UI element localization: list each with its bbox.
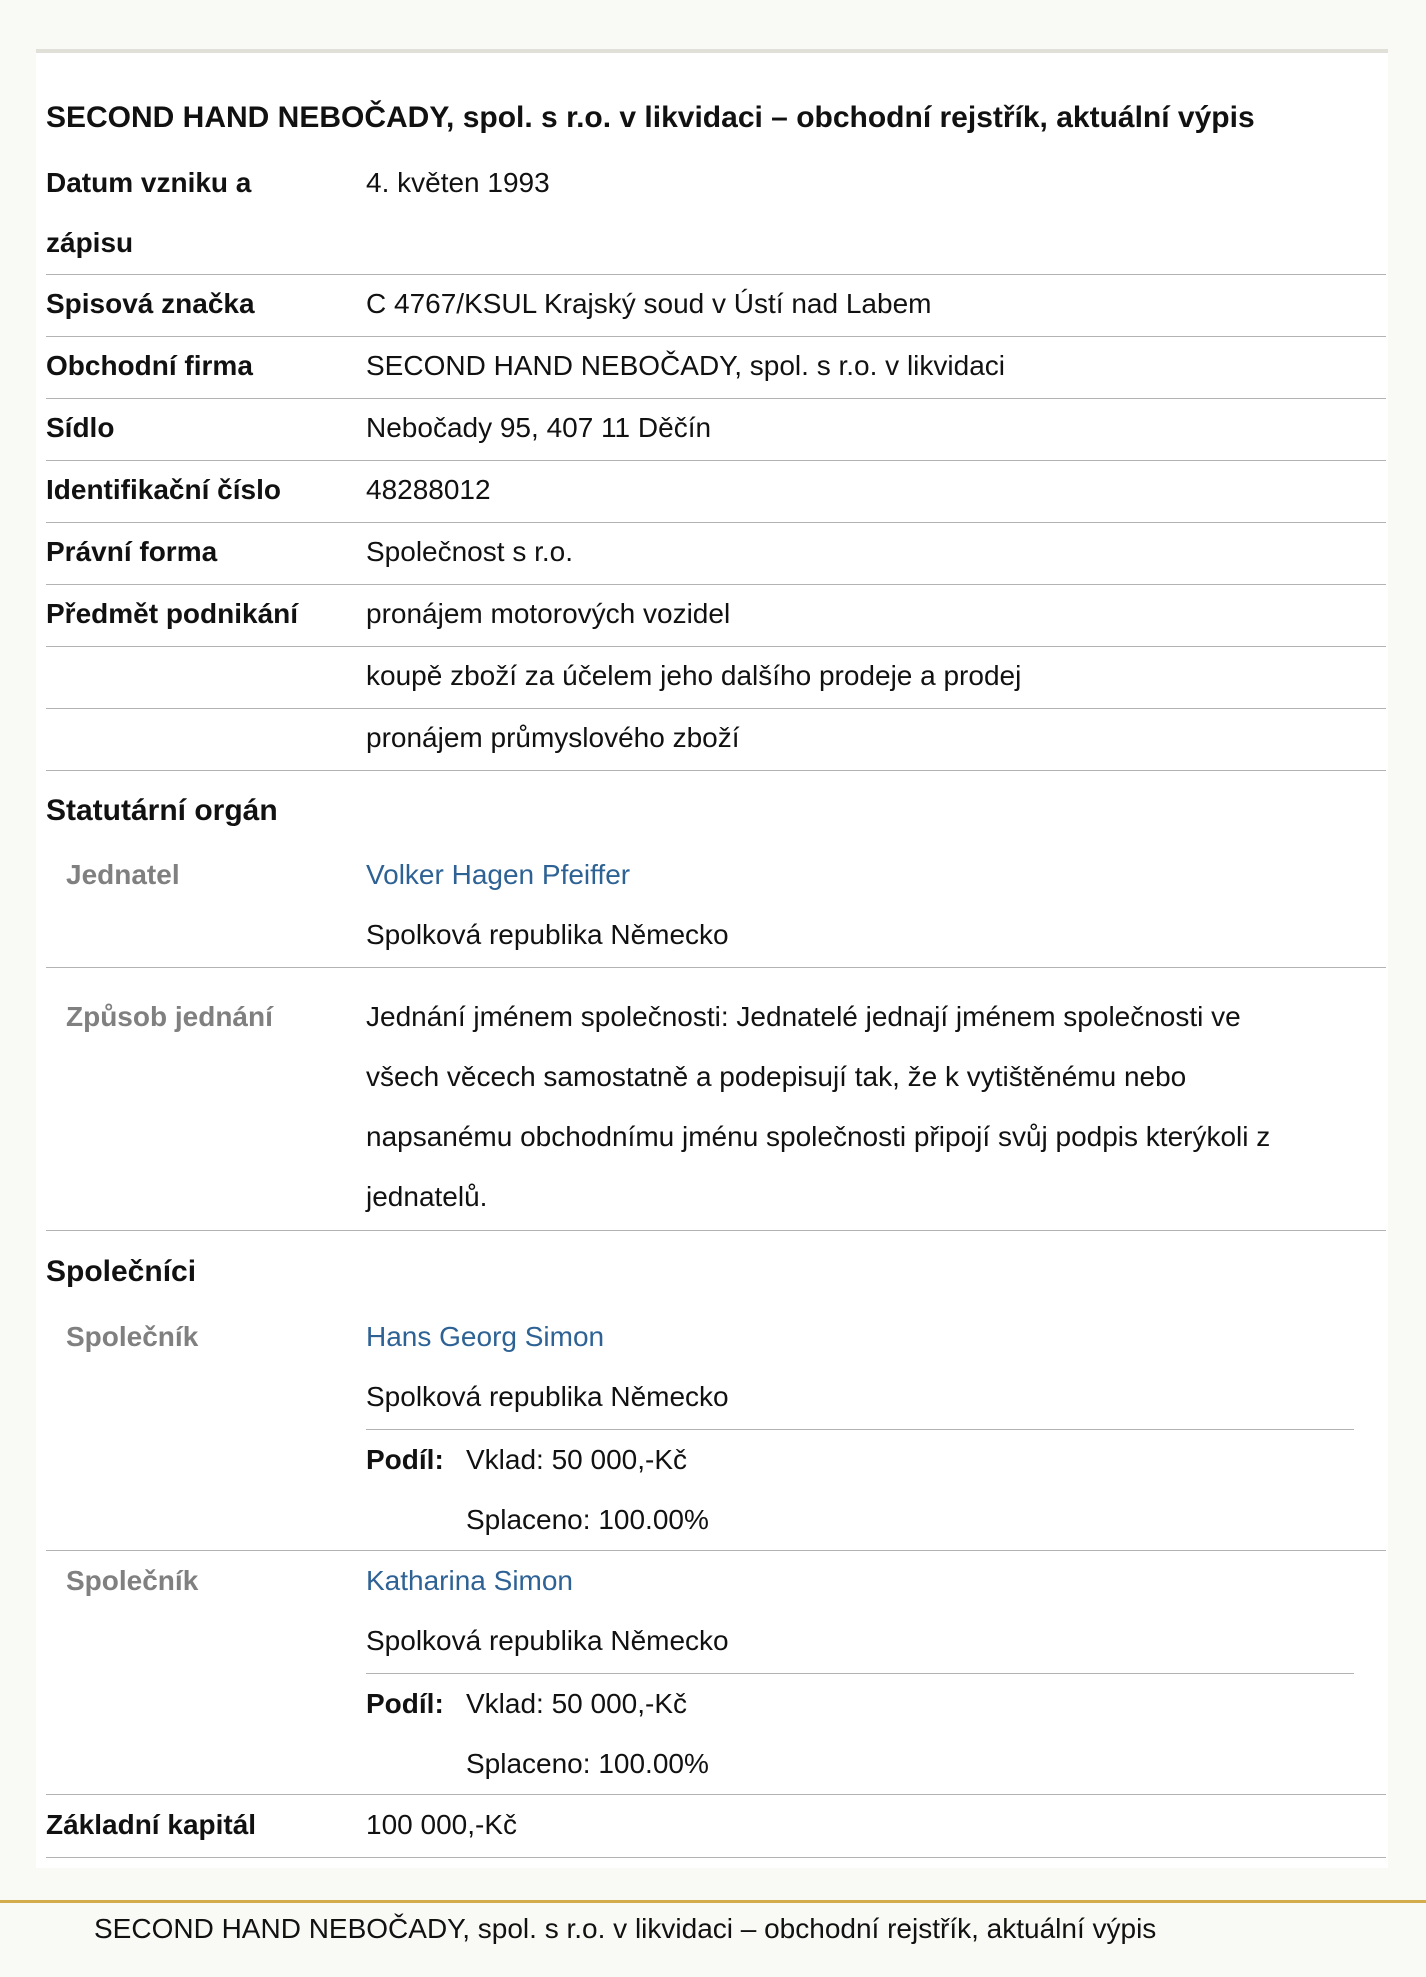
row-ico [46,460,1386,523]
label-predmet-podnikani: Předmět podnikání [46,598,299,629]
value-vklad-2: Vklad: 50 000,-Kč [466,1688,688,1719]
label-obchodni-firma: Obchodní firma [46,350,253,381]
row-predmet-2 [46,646,1386,709]
label-podil-2: Podíl: [366,1688,444,1719]
value-zpusob-line-3: napsanému obchodnímu jménu společnosti připojí svůj podpis kterýkoli z [366,1121,1271,1152]
label-spolecnik-1: Společník [66,1321,199,1352]
label-zakladni-kapital: Základní kapitál [46,1809,257,1840]
value-predmet-1: pronájem motorových vozidel [366,598,731,629]
value-splaceno-2: Splaceno: 100.00% [466,1748,709,1779]
row-spisova-znacka [46,274,1386,337]
link-spolecnik-2-name[interactable]: Katharina Simon [366,1565,574,1596]
row-pravni-forma [46,522,1386,585]
value-spolecnik-2-country: Spolková republika Německo [366,1625,729,1656]
podil-block-2 [366,1673,1354,1794]
row-predmet-3 [46,708,1386,771]
label-sidlo: Sídlo [46,412,115,443]
value-zakladni-kapital: 100 000,-Kč [366,1809,517,1840]
value-predmet-3: pronájem průmyslového zboží [366,722,740,753]
label-spisova-znacka: Spisová značka [46,288,255,319]
row-predmet-podnikani [46,584,1386,647]
row-spolecnik-2 [46,1551,1386,1795]
row-zakladni-kapital [46,1795,1386,1858]
value-spolecnik-1-country: Spolková republika Německo [366,1381,729,1412]
value-zpusob-line-4: jednatelů. [366,1181,488,1212]
value-sidlo: Nebočady 95, 407 11 Děčín [366,412,712,443]
value-ico: 48288012 [366,474,491,505]
label-jednatel: Jednatel [66,859,180,890]
value-spisova-znacka: C 4767/KSUL Krajský soud v Ústí nad Labem [366,288,932,319]
link-jednatel-name[interactable]: Volker Hagen Pfeiffer [366,859,631,890]
label-spolecnik-2: Společník [66,1565,199,1596]
label-zpusob-jednani: Způsob jednání [66,1001,273,1032]
row-obchodni-firma [46,336,1386,399]
value-pravni-forma: Společnost s r.o. [366,536,574,567]
value-zpusob-line-2: všech věcech samostatně a podepisují tak, že k vytištěnému nebo [366,1061,1187,1092]
row-jednatel [46,845,1386,968]
link-spolecnik-1-name[interactable]: Hans Georg Simon [366,1321,605,1352]
podil-block-1 [366,1429,1354,1550]
row-zpusob-jednani [46,987,1386,1231]
value-jednatel-country: Spolková republika Německo [366,919,729,950]
value-splaceno-1: Splaceno: 100.00% [466,1504,709,1535]
footer [0,1900,1426,1977]
register-card [36,49,1388,1868]
label-pravni-forma: Právní forma [46,536,218,567]
value-vklad-1: Vklad: 50 000,-Kč [466,1444,688,1475]
label-datum-vzniku-2: zápisu [46,227,134,258]
footer-text: SECOND HAND NEBOČADY, spol. s r.o. v likvidaci – obchodní rejstřík, aktuální výpis [94,1913,1157,1944]
value-predmet-2: koupě zboží za účelem jeho dalšího prodeje a prodej [366,660,1022,691]
section-statutarni-organ: Statutární orgán [46,794,278,827]
section-spolecnici: Společníci [46,1255,197,1288]
label-podil-1: Podíl: [366,1444,444,1475]
label-ico: Identifikační číslo [46,474,281,505]
value-datum-vzniku: 4. květen 1993 [366,167,550,198]
page-title: SECOND HAND NEBOČADY, spol. s r.o. v likvidaci – obchodní rejstřík, aktuální výpis [46,101,1255,134]
value-obchodni-firma: SECOND HAND NEBOČADY, spol. s r.o. v likvidaci [366,350,1005,381]
row-datum-vzniku [46,153,1386,275]
value-zpusob-line-1: Jednání jménem společnosti: Jednatelé jednají jménem společnosti ve [366,1001,1241,1032]
label-datum-vzniku-1: Datum vzniku a [46,167,252,198]
row-sidlo [46,398,1386,461]
row-spolecnik-1 [46,1307,1386,1551]
